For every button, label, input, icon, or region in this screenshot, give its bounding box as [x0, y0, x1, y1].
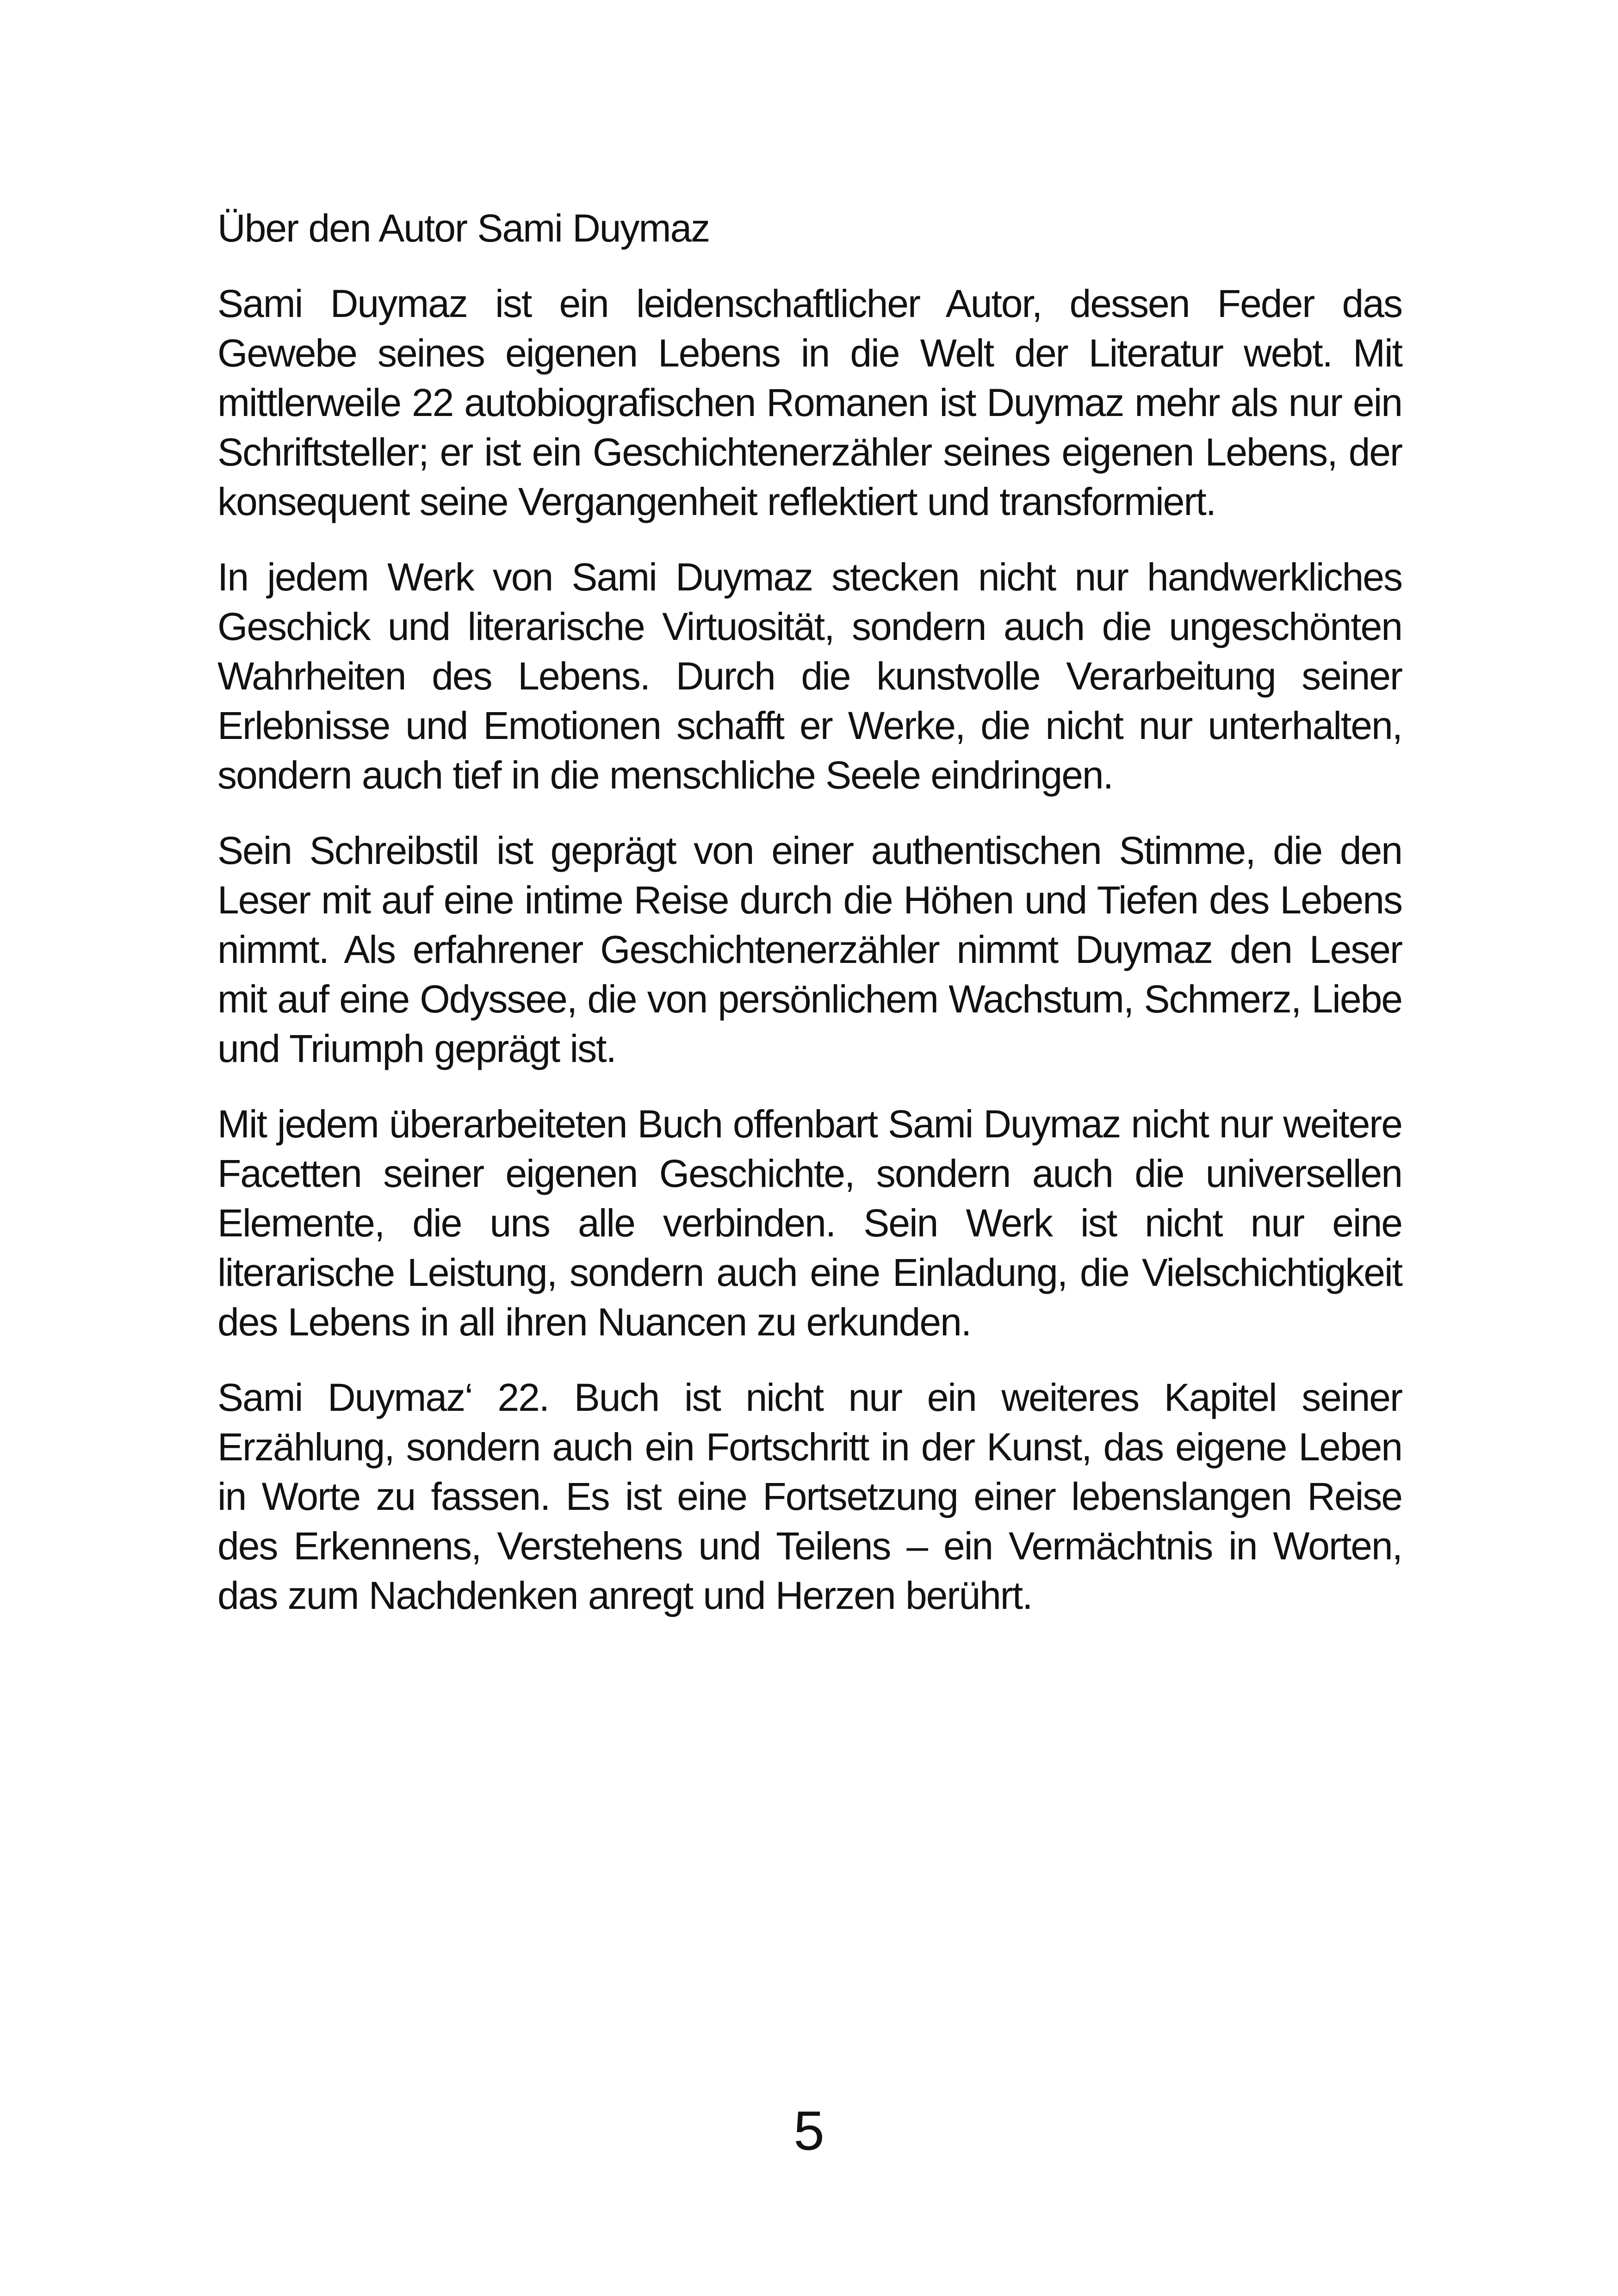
- paragraph-4: Mit jedem überarbeiteten Buch offenbart Sami Duymaz nicht nur weitere Facetten seiner eigenen Geschichte, sondern auch die universellen Elemente, die uns alle verbinden. Sein Werk ist nicht nur eine literarische Leistung, sondern auch eine Einladung, die Vielschichtigkeit des Lebens in all ihren Nuancen zu erkunden.: [217, 1102, 1402, 1344]
- paragraph-5: Sami Duymaz‘ 22. Buch ist nicht nur ein weiteres Kapitel seiner Erzählung, sondern auch ein Fortschritt in der Kunst, das eigene Leben in Worte zu fassen. Es ist eine Fortsetzung einer lebenslangen Reise des Erkennens, Verstehens und Teilens – ein Vermächtnis in Worten, das zum Nachdenken anregt und Herzen berührt.: [217, 1376, 1402, 1617]
- section-heading: Über den Autor Sami Duymaz: [217, 206, 710, 250]
- paragraph-3: Sein Schreibstil ist geprägt von einer authentischen Stimme, die den Leser mit auf eine intime Reise durch die Höhen und Tiefen des Lebens nimmt. Als erfahrener Geschichtenerzähler nimmt Duymaz den Leser mit auf eine Odyssee, die von persönlichem Wachstum, Schmerz, Liebe und Triumph geprägt ist.: [217, 829, 1402, 1070]
- page-content: [217, 204, 1402, 1646]
- paragraph-2: In jedem Werk von Sami Duymaz stecken nicht nur handwerkliches Geschick und literarische Virtuosität, sondern auch die ungeschönten Wahrheiten des Lebens. Durch die kunstvolle Verarbeitung seiner Erlebnisse und Emotionen schafft er Werke, die nicht nur unterhalten, sondern auch tief in die menschliche Seele eindringen.: [217, 555, 1402, 797]
- paragraph-1: Sami Duymaz ist ein leidenschaftlicher Autor, dessen Feder das Gewebe seines eigenen Lebens in die Welt der Literatur webt. Mit mittlerweile 22 autobiografischen Romanen ist Duymaz mehr als nur ein Schriftsteller; er ist ein Geschichtenerzähler seines eigenen Lebens, der konsequent seine Vergangenheit reflektiert und transformiert.: [217, 282, 1402, 523]
- page-number: 5: [794, 2100, 824, 2162]
